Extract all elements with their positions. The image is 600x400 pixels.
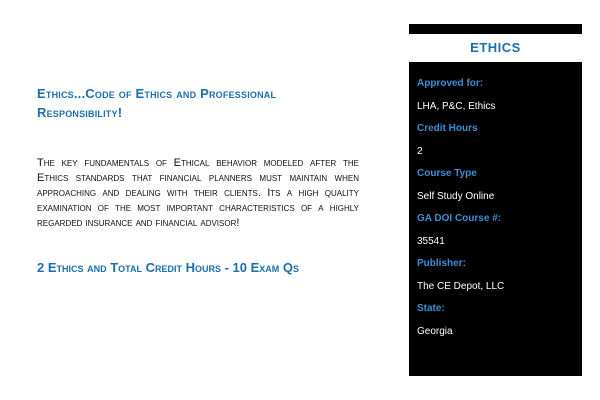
course-number-value: 35541 — [417, 236, 445, 247]
course-details — [409, 62, 582, 343]
course-number-label: GA DOI Course #: — [417, 213, 502, 224]
credit-hours-label: Credit Hours — [417, 123, 478, 134]
credit-summary: 2 Ethics and Total Credit Hours - 10 Exam Qs — [37, 260, 300, 275]
publisher-value: The CE Depot, LLC — [417, 281, 505, 292]
publisher-label: Publisher: — [417, 258, 466, 269]
course-type-value: Self Study Online — [417, 191, 495, 202]
panel-header: ETHICS — [409, 34, 582, 62]
course-title: Ethics...Code of Ethics and Professional Responsibility! — [37, 86, 277, 120]
approved-for-label: Approved for: — [417, 78, 484, 89]
course-type-label: Course Type — [417, 168, 477, 179]
state-value: Georgia — [417, 326, 453, 337]
state-label: State: — [417, 303, 445, 314]
course-description: The key fundamentals of Ethical behavior modeled after the Ethics standards that financial planners must maintain when approaching and dealing with their clients. Its a high quality examination of the most important characteristics of a highly regarded insurance and financial advisor! — [37, 157, 359, 229]
course-info-panel — [409, 24, 582, 376]
course-main — [37, 84, 359, 277]
approved-for-value: LHA, P&C, Ethics — [417, 101, 496, 112]
credit-hours-value: 2 — [417, 146, 423, 157]
